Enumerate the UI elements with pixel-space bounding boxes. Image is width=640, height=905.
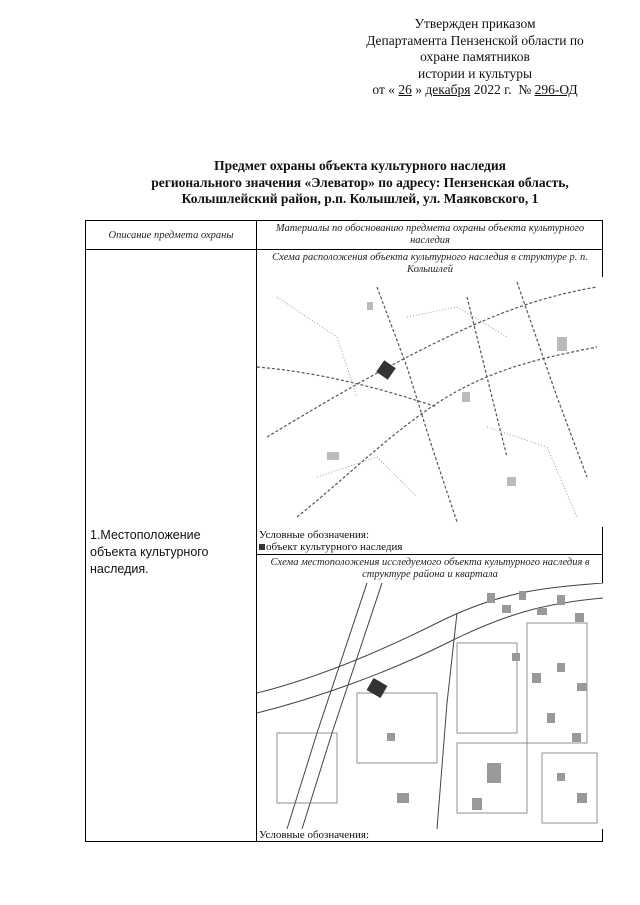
row1-description: 1.Местоположение объекта культурного наследия. — [90, 528, 209, 576]
date-prefix: от « — [372, 82, 395, 97]
approval-line-2: Департамента Пензенской области по — [366, 32, 584, 48]
map1-legend-item — [259, 542, 402, 553]
approval-line-4: истории и культуры — [417, 65, 533, 81]
location-scheme-map — [257, 277, 603, 527]
order-number: 296-ОД — [534, 82, 578, 97]
heritage-object-marker-2 — [367, 678, 388, 698]
order-number-prefix: № — [518, 82, 532, 97]
date-month: декабря — [425, 82, 471, 97]
map-divider — [256, 554, 602, 555]
approval-date-line — [360, 82, 590, 99]
header-right: Материалы по обоснованию предмета охраны объекта культурного наследия — [275, 223, 585, 246]
quarter-scheme-map — [257, 583, 603, 829]
header-left: Описание предмета охраны — [108, 230, 234, 241]
approval-line-3: охране памятников — [420, 49, 530, 64]
title-line-2: регионального значения «Элеватор» по адресу: Пензенская область, — [151, 174, 569, 190]
map1-graphic — [257, 277, 603, 527]
map1-legend-title: Условные обозначения: — [259, 529, 370, 541]
header-divider — [86, 249, 602, 250]
date-day: 26 — [398, 82, 412, 97]
title-line-3: Колышлейский район, р.п. Колышлей, ул. Маяковского, 1 — [181, 191, 539, 206]
heritage-object-marker — [376, 360, 395, 379]
date-year: 2022 г. — [473, 82, 512, 97]
approval-line-1: Утвержден приказом — [414, 16, 536, 31]
approval-block — [360, 16, 590, 99]
legend-object-swatch — [259, 544, 265, 550]
protection-table — [85, 220, 603, 842]
map2-caption: Схема местоположения исследуемого объекта культурного наследия в структуре района и квартала — [270, 557, 590, 580]
title-line-1: Предмет охраны объекта культурного наследия — [214, 158, 506, 173]
map1-caption: Схема расположения объекта культурного наследия в структуре р. п. Колышлей — [272, 252, 588, 275]
map1-legend-item-label: объект культурного наследия — [266, 541, 403, 553]
map2-legend-title: Условные обозначения: — [259, 829, 370, 841]
document-title — [90, 158, 630, 208]
map2-graphic — [257, 583, 603, 829]
date-mid: » — [415, 82, 422, 97]
